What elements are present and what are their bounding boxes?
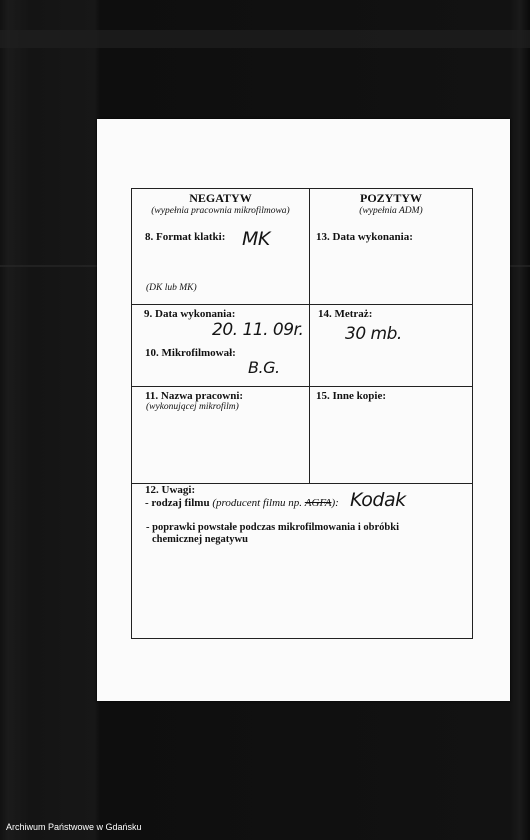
mikrofilmowal-value: B.G. — [248, 358, 280, 377]
mikrofilmowal-label: 10. Mikrofilmował: — [145, 347, 236, 359]
rodzaj-filmu-close: ): — [331, 497, 339, 509]
rodzaj-filmu-example: AGFA — [304, 497, 332, 509]
row-divider-1 — [132, 304, 472, 305]
inne-kopie-label: 15. Inne kopie: — [316, 390, 386, 402]
microfilm-form — [131, 188, 473, 639]
data-wykonania-9-value: 20. 11. 09r. — [212, 320, 304, 340]
archive-footer: Archiwum Państwowe w Gdańsku — [6, 822, 142, 832]
column-divider — [309, 189, 310, 484]
rodzaj-filmu-note: (producent filmu np. — [212, 497, 303, 509]
uwagi-label: 12. Uwagi: — [145, 484, 196, 496]
data-wykonania-13-label: 13. Data wykonania: — [316, 231, 413, 243]
rodzaj-filmu-label: - rodzaj filmu — [145, 497, 210, 509]
scan-artifact-top — [0, 30, 530, 48]
negatyw-title: NEGATYW — [189, 191, 252, 205]
rodzaj-filmu-value: Kodak — [350, 489, 406, 511]
metraz-value: 30 mb. — [345, 324, 402, 344]
pozytyw-subtitle: (wypełnia ADM) — [359, 206, 423, 216]
row-divider-2 — [132, 386, 472, 387]
poprawki-line-2: chemicznej negatywu — [152, 534, 248, 545]
nazwa-pracowni-note: (wykonującej mikrofilm) — [146, 402, 239, 412]
negatyw-subtitle: (wypełnia pracownia mikrofilmowa) — [151, 206, 290, 216]
pozytyw-title: POZYTYW — [359, 191, 422, 205]
metraz-label: 14. Metraż: — [318, 308, 373, 320]
data-wykonania-9-label: 9. Data wykonania: — [144, 308, 236, 320]
poprawki-line-1: - poprawki powstałe podczas mikrofilmowania i obróbki — [146, 522, 399, 533]
format-klatki-label: 8. Format klatki: — [145, 231, 226, 243]
nazwa-pracowni-label: 11. Nazwa pracowni: — [145, 390, 244, 402]
format-klatki-note: (DK lub MK) — [146, 283, 197, 293]
rodzaj-filmu-line — [145, 497, 339, 509]
format-klatki-value: MK — [242, 228, 270, 250]
